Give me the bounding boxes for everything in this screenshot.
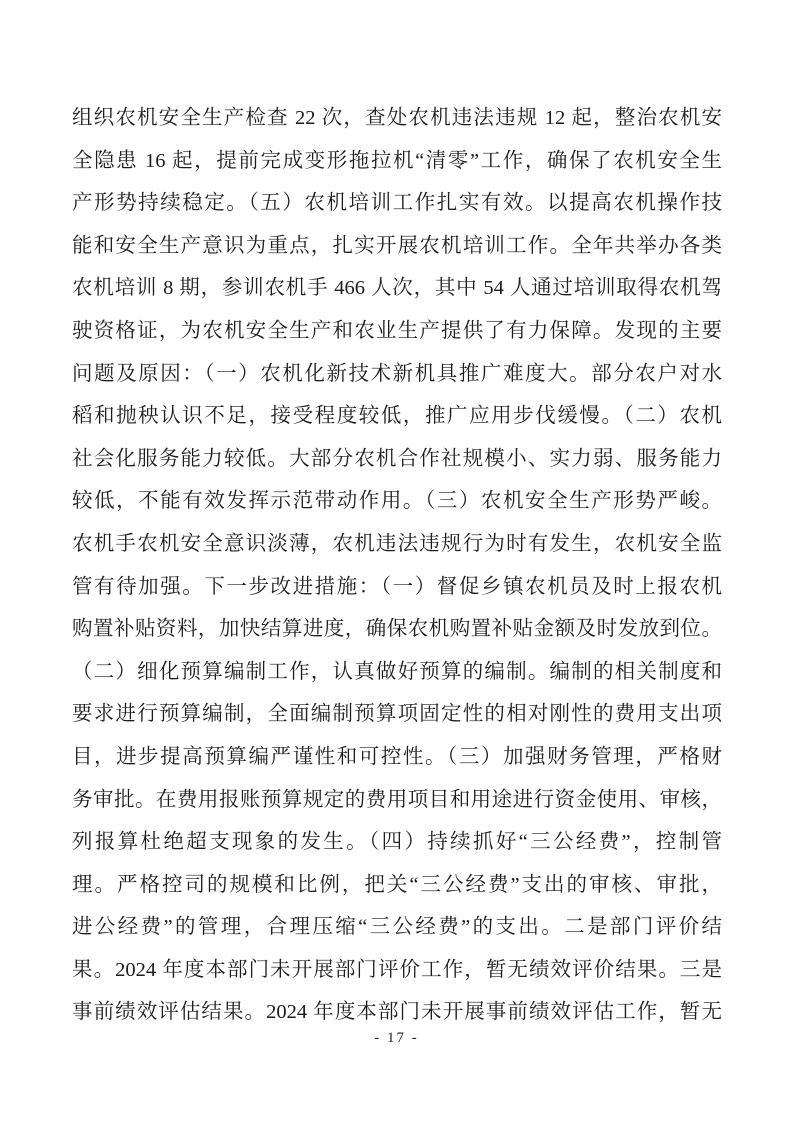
text-line: （二）细化预算编制工作，认真做好预算的编制。编制的相关制度和 (72, 660, 722, 683)
text-line: 管有待加强。下一步改进措施：（一）督促乡镇农机员及时上报农机 (72, 575, 722, 598)
text-line: 进公经费”的管理，合理压缩“三公经费”的支出。二是部门评价结 (72, 916, 722, 939)
text-line: 组织农机安全生产检查 22 次，查处农机违法违规 12 起，整治农机安 (72, 107, 722, 129)
text-line: 稻和抛秧认识不足，接受程度较低，推广应用步伐缓慢。（二）农机 (72, 405, 722, 428)
page-number: - 17 - (374, 1030, 419, 1046)
text-line: 列报算杜绝超支现象的发生。（四）持续抓好“三公经费”，控制管 (72, 831, 722, 854)
text-line: 能和安全生产意识为重点，扎实开展农机培训工作。全年共举办各类 (72, 234, 722, 257)
text-line: 农机培训 8 期，参训农机手 466 人次，其中 54 人通过培训取得农机驾 (72, 277, 722, 300)
text-line: 务审批。在费用报账预算规定的费用项目和用途进行资金使用、审核， (72, 788, 722, 811)
text-line: 目，进步提高预算编严谨性和可控性。（三）加强财务管理，严格财 (72, 745, 722, 768)
text-line: 社会化服务能力较低。大部分农机合作社规模小、实力弱、服务能力 (72, 447, 722, 470)
text-line: 要求进行预算编制，全面编制预算项固定性的相对刚性的费用支出项 (72, 703, 722, 726)
text-line: 农机手农机安全意识淡薄，农机违法违规行为时有发生，农机安全监 (72, 532, 722, 555)
text-line: 事前绩效评估结果。2024 年度本部门未开展事前绩效评估工作，暂无 (72, 1001, 722, 1024)
text-line: 果。2024 年度本部门未开展部门评价工作，暂无绩效评价结果。三是 (72, 958, 722, 981)
text-line: 产形势持续稳定。（五）农机培训工作扎实有效。以提高农机操作技 (72, 192, 722, 215)
text-line: 理。严格控司的规模和比例，把关“三公经费”支出的审核、审批， (72, 873, 722, 896)
text-line: 问题及原因：（一）农机化新技术新机具推广难度大。部分农户对水 (72, 362, 722, 385)
text-line: 全隐患 16 起，提前完成变形拖拉机“清零”工作，确保了农机安全生 (72, 149, 722, 172)
body-text (72, 97, 722, 1034)
text-line: 较低，不能有效发挥示范带动作用。（三）农机安全生产形势严峻。 (72, 490, 722, 513)
text-line: 驶资格证，为农机安全生产和农业生产提供了有力保障。发现的主要 (72, 319, 722, 342)
text-line: 购置补贴资料，加快结算进度，确保农机购置补贴金额及时发放到位。 (72, 618, 722, 641)
